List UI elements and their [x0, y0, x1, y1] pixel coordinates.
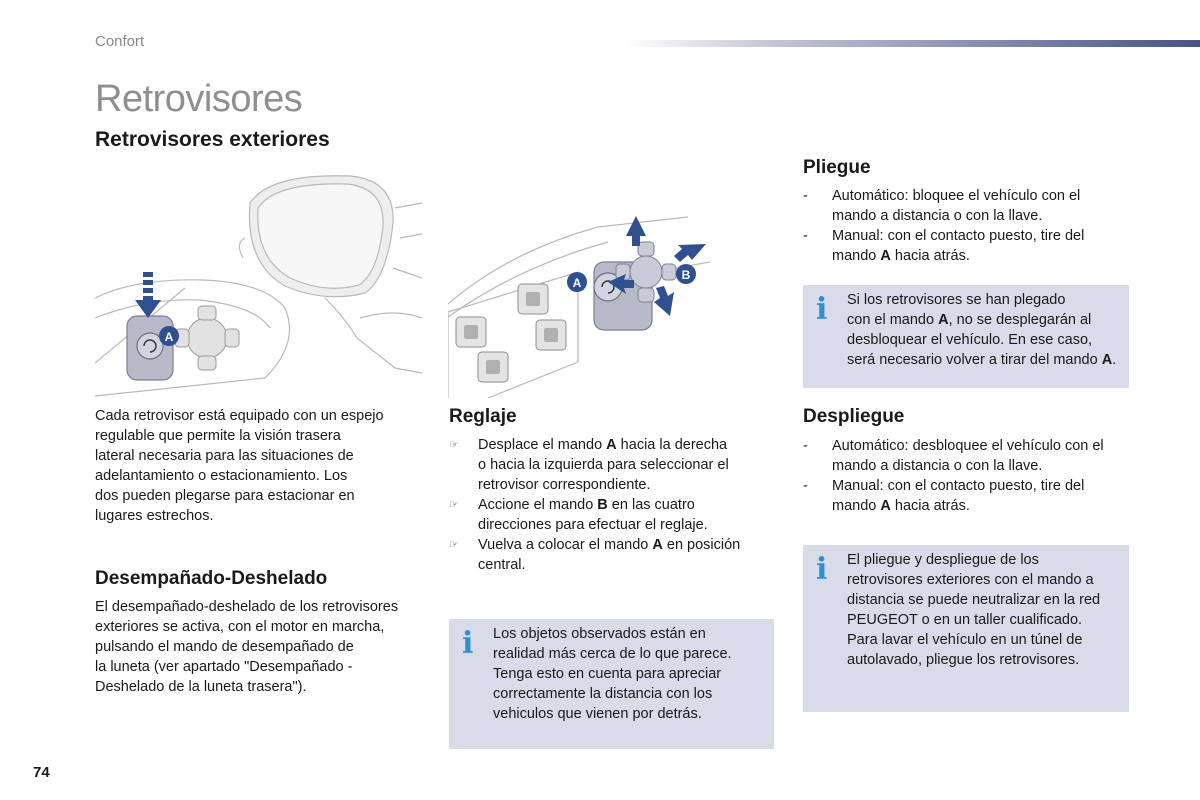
- info-box-fold: i Si los retrovisores se han plegado con el mando A, no se desplegarán al desbloquear el vehículo. En ese caso, será necesario volver a tirar del mando A.: [803, 285, 1129, 388]
- figure-mirror-switch: [95, 168, 422, 398]
- page-number: 74: [33, 764, 50, 781]
- fold-list: [803, 186, 1143, 266]
- heading-exterior-mirrors: Retrovisores exteriores: [95, 128, 330, 151]
- intro-line: Cada retrovisor está equipado con un espejo: [95, 408, 384, 424]
- adjustment-list: [449, 435, 769, 575]
- heading-unfold: Despliegue: [803, 406, 905, 427]
- header-decorative-bar: [625, 40, 1200, 47]
- figure-window-switch-panel: [448, 212, 710, 398]
- defog-line: El desempañado-deshelado de los retrovisores: [95, 599, 399, 615]
- intro-paragraph: [95, 406, 430, 526]
- defog-line: Deshelado de la luneta trasera").: [95, 679, 307, 695]
- list-item: ☞ Desplace el mando A hacia la derecha o hacia la izquierda para seleccionar el retrovisor correspondiente.: [449, 437, 729, 493]
- defog-line: pulsando el mando de desempañado de: [95, 639, 354, 655]
- unfold-list: [803, 436, 1143, 516]
- info-box-unfold: i El pliegue y despliegue de los retrovisores exteriores con el mando a distancia se puede neutralizar en la red PEUGEOT o en un taller cualificado. Para lavar el vehículo en un túnel de autolavado, pliegue los retrovisores.: [803, 545, 1129, 712]
- list-item: - Automático: desbloquee el vehículo con el mando a distancia o con la llave.: [803, 438, 1104, 474]
- pointer-icon: ☞: [449, 439, 459, 451]
- intro-line: adelantamiento o estacionamiento. Los: [95, 468, 348, 484]
- heading-fold: Pliegue: [803, 157, 871, 178]
- figure-label-a: A: [164, 330, 174, 344]
- list-item: ☞ Accione el mando B en las cuatro direcciones para efectuar el reglaje.: [449, 497, 708, 533]
- list-item: - Manual: con el contacto puesto, tire del mando A hacia atrás.: [803, 478, 1085, 514]
- pointer-icon: ☞: [449, 539, 459, 551]
- list-item: - Automático: bloquee el vehículo con el mando a distancia o con la llave.: [803, 188, 1081, 224]
- info-icon: i: [816, 292, 828, 327]
- intro-line: regulable que permite la visión trasera: [95, 428, 341, 444]
- section-label: Confort: [95, 33, 145, 50]
- figure-label-a: A: [572, 276, 582, 290]
- defog-line: la luneta (ver apartado "Desempañado -: [95, 659, 353, 675]
- intro-line: lateral necesaria para las situaciones de: [95, 448, 354, 464]
- intro-line: lugares estrechos.: [95, 508, 214, 524]
- heading-adjustment: Reglaje: [449, 406, 517, 427]
- figure-label-b: B: [681, 268, 691, 282]
- defog-line: exteriores se activa, con el motor en marcha,: [95, 619, 385, 635]
- info-icon: i: [462, 626, 474, 661]
- info-box-distance: i Los objetos observados están en realidad más cerca de lo que parece. Tenga esto en cuenta para apreciar correctamente la distancia con los vehiculos que vienen por detrás.: [449, 619, 774, 749]
- intro-line: dos pueden plegarse para estacionar en: [95, 488, 355, 504]
- pointer-icon: ☞: [449, 499, 459, 511]
- page-title: Retrovisores: [95, 78, 303, 120]
- defog-paragraph: [95, 597, 435, 697]
- list-item: ☞ Vuelva a colocar el mando A en posición central.: [449, 537, 741, 573]
- list-item: - Manual: con el contacto puesto, tire del mando A hacia atrás.: [803, 228, 1085, 264]
- heading-defog: Desempañado-Deshelado: [95, 568, 328, 589]
- info-icon: i: [816, 552, 828, 587]
